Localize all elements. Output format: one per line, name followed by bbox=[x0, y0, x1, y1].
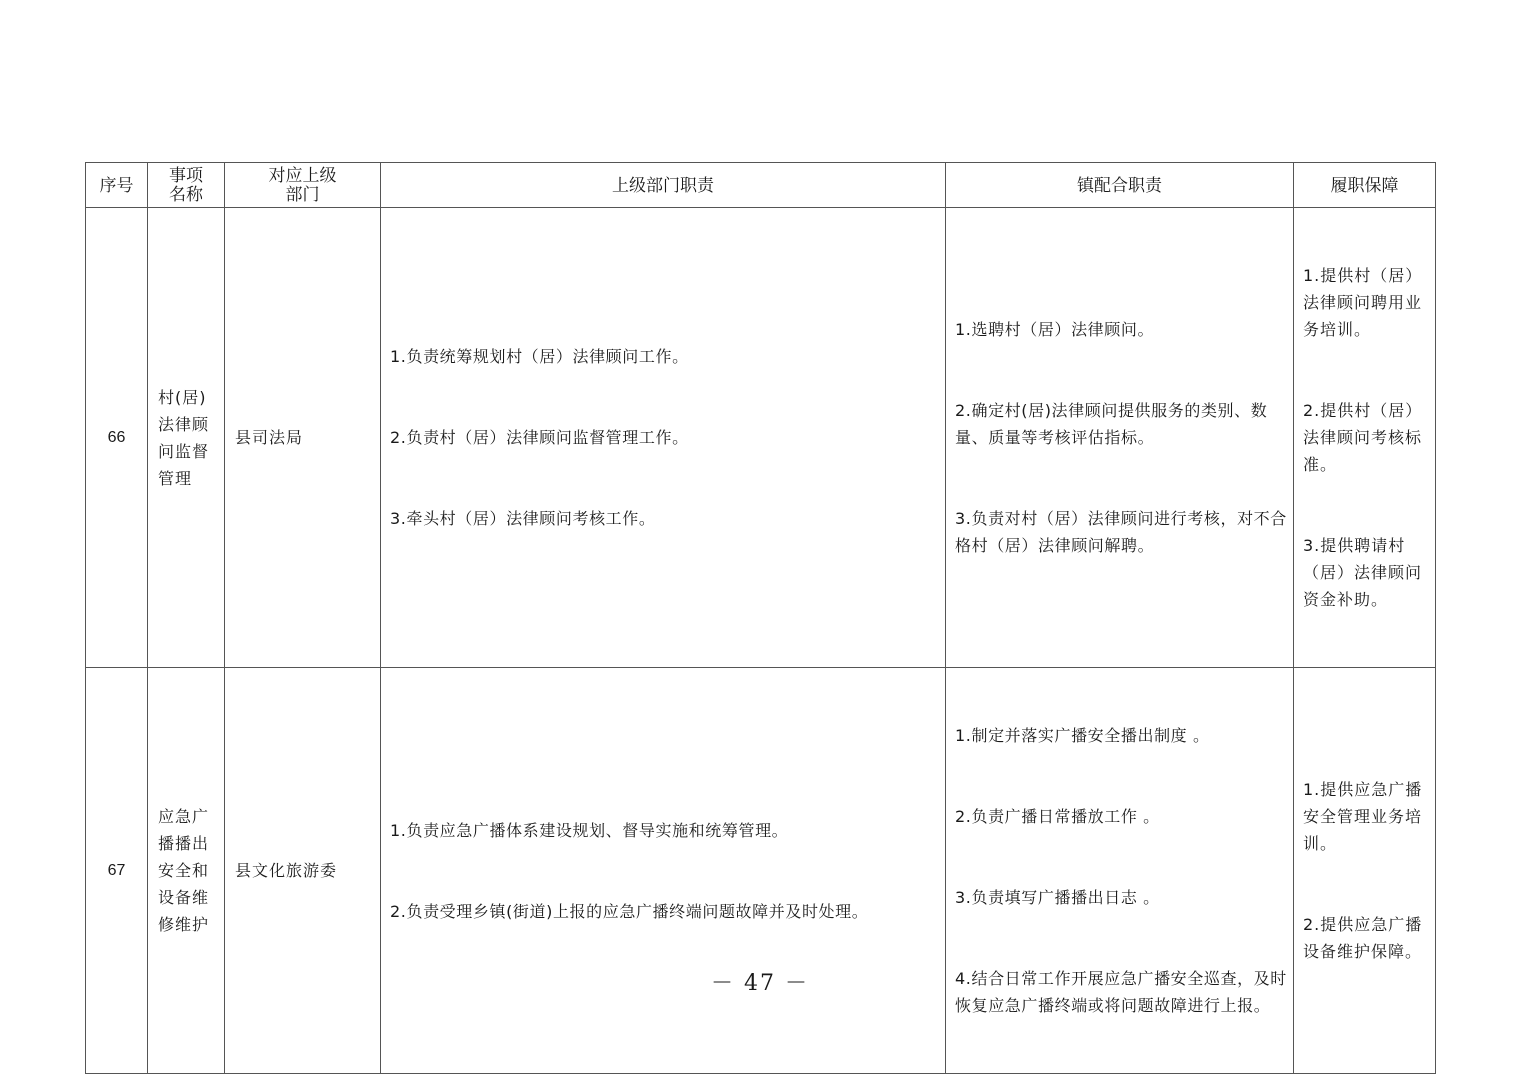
list-item: 4.结合日常工作开展应急广播安全巡查，及时恢复应急广播终端或将问题故障进行上报。 bbox=[955, 969, 1287, 1015]
header-town-duties: 镇配合职责 bbox=[946, 163, 1294, 208]
header-no: 序号 bbox=[86, 163, 148, 208]
item-name: 村(居) 法律顾 问监督 管理 bbox=[148, 208, 225, 668]
upper-dept: 县司法局 bbox=[225, 208, 381, 668]
upper-duties bbox=[381, 208, 946, 668]
list-item: 1.负责应急广播体系建设规划、督导实施和统筹管理。 bbox=[390, 820, 789, 840]
list-item: 3.牵头村（居）法律顾问考核工作。 bbox=[390, 509, 656, 528]
header-item-name: 事项 名称 bbox=[148, 163, 225, 208]
guarantee bbox=[1294, 668, 1436, 1074]
list-item: 1.提供村（居）法律顾问聘用业务培训。 bbox=[1303, 266, 1423, 339]
list-item: 1.负责统筹规划村（居）法律顾问工作。 bbox=[390, 347, 689, 366]
page-number: － 47 － bbox=[711, 971, 809, 996]
list-item: 1.提供应急广播安全管理业务培训。 bbox=[1303, 780, 1423, 853]
table-row bbox=[86, 208, 1436, 668]
item-name: 应急广 播播出 安全和 设备维 修维护 bbox=[148, 668, 225, 1074]
list-item: 2.负责村（居）法律顾问监督管理工作。 bbox=[390, 428, 689, 447]
row-number: 66 bbox=[86, 208, 148, 668]
town-duties bbox=[946, 208, 1294, 668]
list-item: 2.负责受理乡镇(街道)上报的应急广播终端问题故障并及时处理。 bbox=[390, 901, 869, 921]
row-number: 67 bbox=[86, 668, 148, 1074]
list-item: 2.提供应急广播设备维护保障。 bbox=[1303, 915, 1423, 961]
list-item: 3.提供聘请村（居）法律顾问资金补助。 bbox=[1303, 536, 1423, 609]
list-item: 3.负责对村（居）法律顾问进行考核，对不合格村（居）法律顾问解聘。 bbox=[955, 509, 1287, 555]
list-item: 1.制定并落实广播安全播出制度 。 bbox=[955, 726, 1210, 745]
upper-dept: 县文化旅游委 bbox=[225, 668, 381, 1074]
duty-table bbox=[85, 162, 1436, 1074]
header-upper-dept: 对应上级 部门 bbox=[225, 163, 381, 208]
header-guarantee: 履职保障 bbox=[1294, 163, 1436, 208]
list-item: 3.负责填写广播播出日志 。 bbox=[955, 888, 1160, 907]
list-item: 2.负责广播日常播放工作 。 bbox=[955, 807, 1160, 826]
list-item: 2.确定村(居)法律顾问提供服务的类别、数量、质量等考核评估指标。 bbox=[955, 401, 1268, 447]
header-upper-duties: 上级部门职责 bbox=[381, 163, 946, 208]
upper-duties bbox=[381, 668, 946, 1074]
header-row bbox=[86, 163, 1436, 208]
list-item: 2.提供村（居）法律顾问考核标准。 bbox=[1303, 401, 1423, 474]
table-row bbox=[86, 668, 1436, 1074]
town-duties bbox=[946, 668, 1294, 1074]
list-item: 1.选聘村（居）法律顾问。 bbox=[955, 320, 1155, 339]
guarantee bbox=[1294, 208, 1436, 668]
